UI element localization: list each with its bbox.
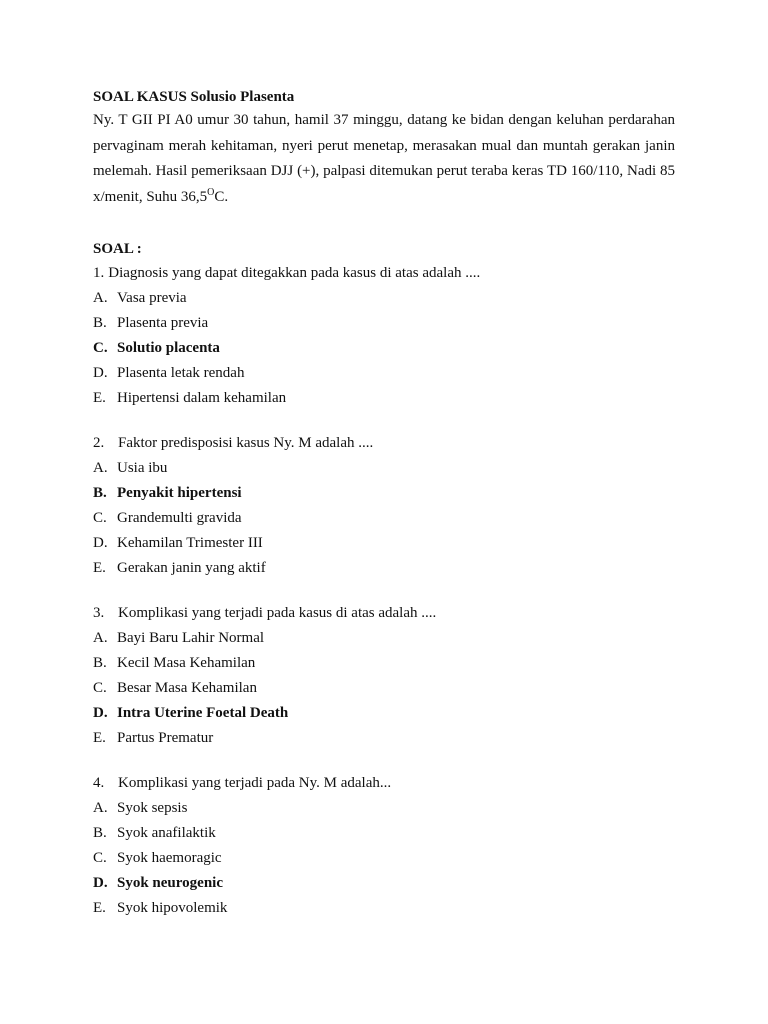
option-text: Usia ibu — [117, 460, 168, 476]
question-number: 1. — [93, 265, 105, 281]
answer-option-e — [93, 726, 675, 751]
option-text: Kehamilan Trimester III — [117, 535, 263, 551]
option-text: Gerakan janin yang aktif — [117, 560, 266, 576]
option-letter: A. — [93, 290, 108, 306]
option-letter: E. — [93, 900, 106, 916]
answer-option-c — [93, 336, 675, 361]
answer-option-d — [93, 531, 675, 556]
option-text: Solutio placenta — [117, 340, 220, 356]
answer-option-e — [93, 556, 675, 581]
answer-option-c — [93, 676, 675, 701]
case-description — [93, 108, 675, 210]
option-text: Syok anafilaktik — [117, 825, 216, 841]
question-text — [93, 431, 675, 456]
option-text: Syok neurogenic — [117, 875, 223, 891]
option-letter: B. — [93, 315, 107, 331]
answer-option-a — [93, 456, 675, 481]
case-text-end: C. — [214, 188, 229, 205]
question-list — [93, 261, 675, 921]
option-letter: B. — [93, 485, 107, 501]
option-letter: D. — [93, 705, 108, 721]
question-block — [93, 431, 675, 581]
answer-option-b — [93, 821, 675, 846]
answer-option-d — [93, 361, 675, 386]
option-text: Syok sepsis — [117, 800, 188, 816]
option-text: Hipertensi dalam kehamilan — [117, 390, 287, 406]
question-text — [93, 771, 675, 796]
question-number: 3. — [93, 605, 105, 621]
option-text: Plasenta previa — [117, 315, 209, 331]
option-text: Vasa previa — [117, 290, 187, 306]
option-text: Penyakit hipertensi — [117, 485, 242, 501]
option-letter: A. — [93, 460, 108, 476]
option-letter: B. — [93, 825, 107, 841]
answer-option-d — [93, 871, 675, 896]
option-letter: E. — [93, 730, 106, 746]
option-text: Syok hipovolemik — [117, 900, 228, 916]
option-text: Plasenta letak rendah — [117, 365, 245, 381]
answer-option-e — [93, 896, 675, 921]
option-letter: E. — [93, 390, 106, 406]
question-text — [93, 601, 675, 626]
answer-option-e — [93, 386, 675, 411]
option-text: Syok haemoragic — [117, 850, 222, 866]
document-page — [93, 86, 675, 921]
option-letter: C. — [93, 680, 107, 696]
answer-option-c — [93, 506, 675, 531]
question-block — [93, 601, 675, 751]
degree-superscript: O — [207, 186, 215, 198]
option-letter: D. — [93, 535, 108, 551]
case-text: Ny. T GII PI A0 umur 30 tahun, hamil 37 minggu, datang ke bidan dengan keluhan perdarahan pervaginam merah kehitaman, nyeri perut menetap, merasakan mual dan muntah gerakan janin melemah. Hasil pemeriksaan DJJ (+), palpasi ditemukan perut teraba keras TD 160/110, Nadi 85 x/menit, Suhu 36,5 — [93, 112, 675, 205]
option-letter: E. — [93, 560, 106, 576]
option-letter: D. — [93, 875, 108, 891]
option-letter: A. — [93, 630, 108, 646]
answer-option-b — [93, 651, 675, 676]
option-letter: C. — [93, 340, 108, 356]
option-text: Grandemulti gravida — [117, 510, 242, 526]
option-text: Besar Masa Kehamilan — [117, 680, 257, 696]
question-prompt: Faktor predisposisi kasus Ny. M adalah .... — [118, 435, 374, 451]
answer-option-d — [93, 701, 675, 726]
question-number: 2. — [93, 435, 105, 451]
question-prompt: Diagnosis yang dapat ditegakkan pada kasus di atas adalah .... — [108, 265, 481, 281]
question-prompt: Komplikasi yang terjadi pada kasus di atas adalah .... — [118, 605, 437, 621]
answer-option-a — [93, 626, 675, 651]
answer-option-c — [93, 846, 675, 871]
question-number: 4. — [93, 775, 105, 791]
answer-option-a — [93, 796, 675, 821]
document-title: SOAL KASUS Solusio Plasenta — [93, 89, 295, 105]
answer-option-b — [93, 311, 675, 336]
option-letter: A. — [93, 800, 108, 816]
option-text: Bayi Baru Lahir Normal — [117, 630, 265, 646]
question-text — [93, 261, 675, 286]
answer-option-a — [93, 286, 675, 311]
option-letter: B. — [93, 655, 107, 671]
question-prompt: Komplikasi yang terjadi pada Ny. M adalah... — [118, 775, 392, 791]
option-letter: D. — [93, 365, 108, 381]
question-block — [93, 771, 675, 921]
answer-option-b — [93, 481, 675, 506]
question-block — [93, 261, 675, 411]
option-text: Partus Prematur — [117, 730, 214, 746]
option-letter: C. — [93, 850, 107, 866]
option-text: Intra Uterine Foetal Death — [117, 705, 289, 721]
option-letter: C. — [93, 510, 107, 526]
soal-heading: SOAL : — [93, 241, 142, 257]
option-text: Kecil Masa Kehamilan — [117, 655, 256, 671]
